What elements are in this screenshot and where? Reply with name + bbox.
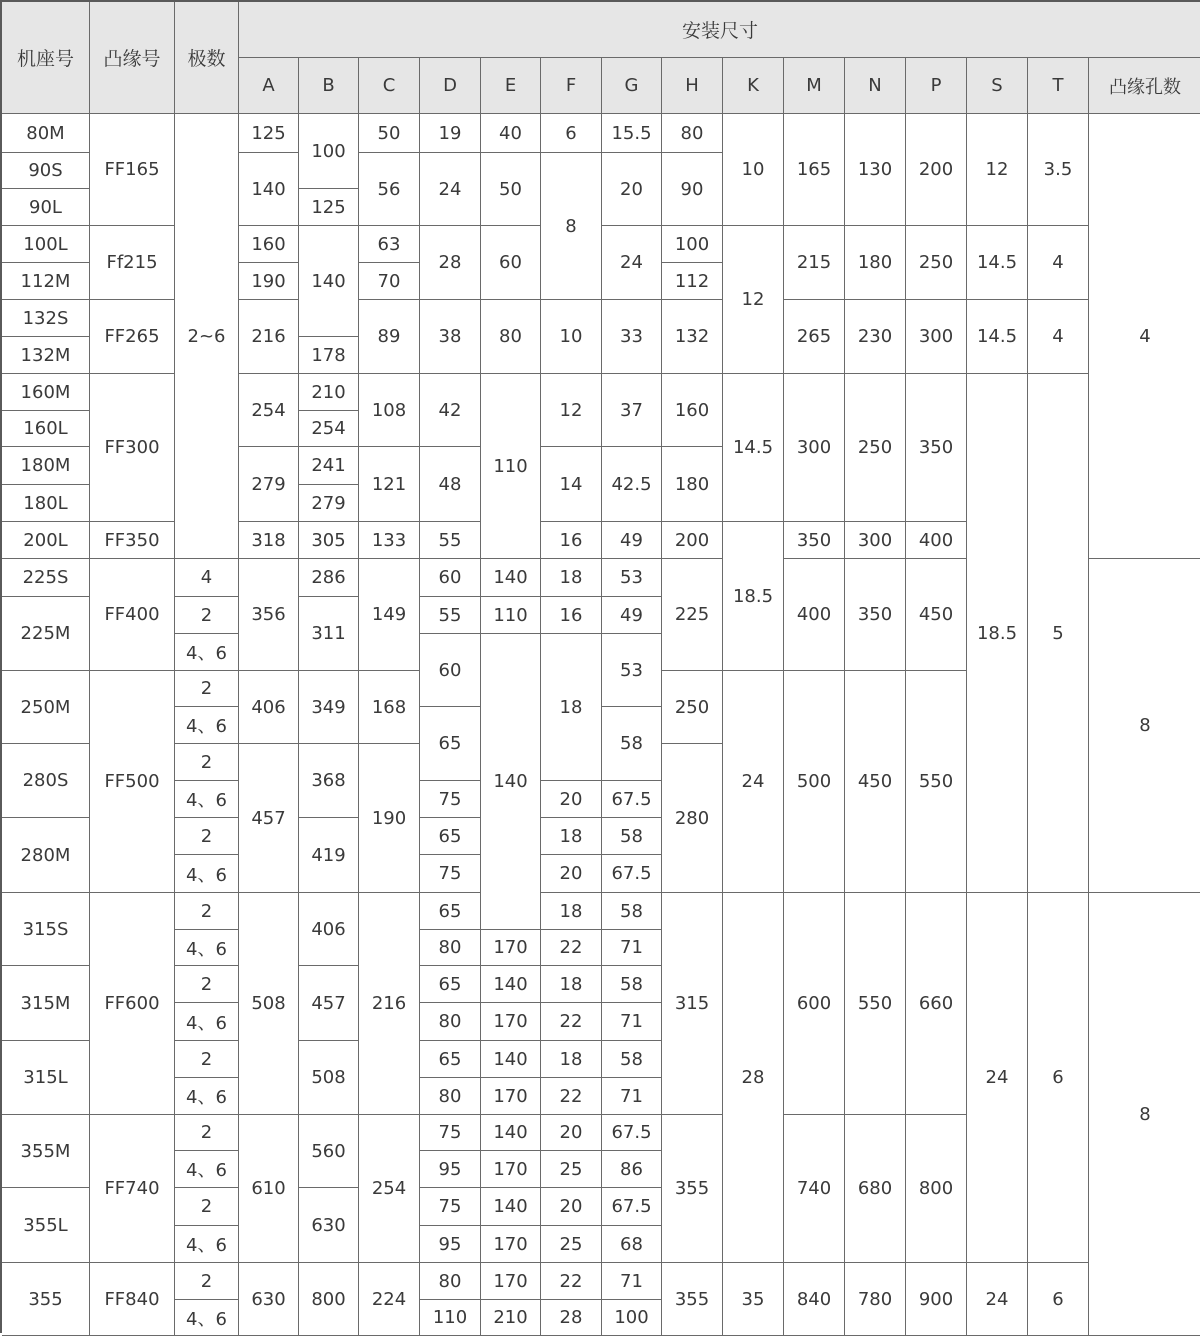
cell-flange: FF265 — [90, 300, 175, 374]
cell-H: 80 — [662, 114, 723, 153]
header-flange: 凸缘号 — [90, 2, 175, 114]
cell-G: 49 — [602, 597, 662, 634]
cell-H: 280 — [662, 744, 723, 893]
cell-E: 110 — [481, 374, 541, 559]
cell-F: 14 — [541, 447, 602, 522]
cell-B: 305 — [299, 522, 359, 559]
cell-E: 40 — [481, 114, 541, 153]
cell-C: 56 — [359, 153, 420, 226]
cell-poles: 2 — [175, 671, 239, 707]
cell-G: 58 — [602, 966, 662, 1003]
cell-P: 550 — [906, 671, 967, 893]
header-F: F — [541, 58, 602, 114]
cell-M: 740 — [784, 1115, 845, 1263]
cell-B: 630 — [299, 1188, 359, 1263]
cell-poles: 4、6 — [175, 1151, 239, 1188]
cell-C: 89 — [359, 300, 420, 374]
cell-frame: 355L — [2, 1188, 90, 1263]
cell-B: 286 — [299, 559, 359, 597]
cell-F: 16 — [541, 597, 602, 634]
cell-B: 100 — [299, 114, 359, 189]
header-N: N — [845, 58, 906, 114]
header-frame: 机座号 — [2, 2, 90, 114]
cell-E: 50 — [481, 153, 541, 226]
cell-D: 95 — [420, 1151, 481, 1188]
cell-poles: 4、6 — [175, 1003, 239, 1041]
cell-K: 24 — [723, 671, 784, 893]
cell-B: 560 — [299, 1115, 359, 1188]
cell-P: 300 — [906, 300, 967, 374]
cell-P: 200 — [906, 114, 967, 226]
cell-N: 550 — [845, 893, 906, 1115]
header-D: D — [420, 58, 481, 114]
cell-B: 457 — [299, 966, 359, 1041]
cell-poles: 2 — [175, 893, 239, 930]
cell-N: 180 — [845, 226, 906, 300]
cell-B: 254 — [299, 411, 359, 447]
cell-N: 230 — [845, 300, 906, 374]
cell-E: 170 — [481, 1226, 541, 1263]
cell-frame: 315L — [2, 1041, 90, 1115]
cell-poles: 4、6 — [175, 1300, 239, 1336]
cell-F: 18 — [541, 966, 602, 1003]
cell-A: 406 — [239, 671, 299, 744]
cell-M: 400 — [784, 559, 845, 671]
cell-G: 37 — [602, 374, 662, 447]
cell-frame: 355M — [2, 1115, 90, 1188]
cell-T: 5 — [1028, 374, 1089, 893]
cell-flange: FF840 — [90, 1263, 175, 1336]
cell-frame: 280S — [2, 744, 90, 818]
cell-poles: 4 — [175, 559, 239, 597]
cell-H: 250 — [662, 671, 723, 744]
cell-H: 132 — [662, 300, 723, 374]
cell-S: 14.5 — [967, 300, 1028, 374]
cell-flange: Ff215 — [90, 226, 175, 300]
cell-K: 14.5 — [723, 374, 784, 522]
cell-F: 10 — [541, 300, 602, 374]
cell-poles: 2~6 — [175, 114, 239, 559]
cell-P: 250 — [906, 226, 967, 300]
cell-A: 216 — [239, 300, 299, 374]
cell-poles: 2 — [175, 597, 239, 634]
cell-E: 170 — [481, 930, 541, 966]
cell-frame: 180L — [2, 485, 90, 522]
cell-C: 149 — [359, 559, 420, 671]
cell-poles: 4、6 — [175, 930, 239, 966]
cell-A: 160 — [239, 226, 299, 263]
cell-D: 65 — [420, 893, 481, 930]
cell-E: 80 — [481, 300, 541, 374]
cell-P: 900 — [906, 1263, 967, 1336]
header-E: E — [481, 58, 541, 114]
cell-D: 65 — [420, 966, 481, 1003]
cell-D: 42 — [420, 374, 481, 447]
cell-frame: 80M — [2, 114, 90, 153]
cell-B: 125 — [299, 189, 359, 226]
cell-H: 355 — [662, 1263, 723, 1336]
cell-poles: 4、6 — [175, 707, 239, 744]
cell-E: 140 — [481, 634, 541, 930]
cell-P: 400 — [906, 522, 967, 559]
cell-B: 279 — [299, 485, 359, 522]
cell-E: 140 — [481, 1115, 541, 1151]
cell-C: 121 — [359, 447, 420, 522]
cell-S: 24 — [967, 1263, 1028, 1336]
header-K: K — [723, 58, 784, 114]
cell-C: 108 — [359, 374, 420, 447]
header-poles: 极数 — [175, 2, 239, 114]
cell-S: 14.5 — [967, 226, 1028, 300]
cell-frame: 132M — [2, 337, 90, 374]
cell-G: 20 — [602, 153, 662, 226]
cell-B: 210 — [299, 374, 359, 411]
cell-G: 42.5 — [602, 447, 662, 522]
cell-D: 80 — [420, 1003, 481, 1041]
cell-G: 86 — [602, 1151, 662, 1188]
cell-P: 450 — [906, 559, 967, 671]
cell-C: 190 — [359, 744, 420, 893]
cell-flange: FF300 — [90, 374, 175, 522]
cell-flange: FF740 — [90, 1115, 175, 1263]
cell-M: 300 — [784, 374, 845, 522]
cell-D: 48 — [420, 447, 481, 522]
cell-D: 38 — [420, 300, 481, 374]
cell-D: 80 — [420, 1078, 481, 1115]
cell-frame: 315S — [2, 893, 90, 966]
cell-frame: 160L — [2, 411, 90, 447]
cell-flange: FF500 — [90, 671, 175, 893]
cell-T: 6 — [1028, 1263, 1089, 1336]
cell-E: 140 — [481, 559, 541, 597]
cell-D: 65 — [420, 818, 481, 855]
cell-C: 63 — [359, 226, 420, 263]
cell-frame: 160M — [2, 374, 90, 411]
cell-C: 254 — [359, 1115, 420, 1263]
cell-G: 67.5 — [602, 1188, 662, 1226]
cell-F: 22 — [541, 1003, 602, 1041]
cell-G: 71 — [602, 1263, 662, 1300]
cell-frame: 225S — [2, 559, 90, 597]
header-B: B — [299, 58, 359, 114]
cell-poles: 2 — [175, 966, 239, 1003]
cell-F: 22 — [541, 1263, 602, 1300]
cell-G: 53 — [602, 559, 662, 597]
cell-G: 67.5 — [602, 855, 662, 893]
cell-D: 55 — [420, 522, 481, 559]
cell-poles: 4、6 — [175, 1078, 239, 1115]
cell-T: 4 — [1028, 300, 1089, 374]
cell-frame: 200L — [2, 522, 90, 559]
cell-T: 6 — [1028, 893, 1089, 1263]
cell-D: 60 — [420, 559, 481, 597]
cell-E: 170 — [481, 1151, 541, 1188]
cell-M: 165 — [784, 114, 845, 226]
cell-frame: 90S — [2, 153, 90, 189]
cell-B: 419 — [299, 818, 359, 893]
cell-D: 95 — [420, 1226, 481, 1263]
cell-D: 55 — [420, 597, 481, 634]
cell-G: 71 — [602, 1003, 662, 1041]
cell-frame: 100L — [2, 226, 90, 263]
cell-C: 133 — [359, 522, 420, 559]
cell-G: 58 — [602, 707, 662, 781]
cell-A: 254 — [239, 374, 299, 447]
cell-D: 65 — [420, 707, 481, 781]
cell-K: 10 — [723, 114, 784, 226]
cell-N: 780 — [845, 1263, 906, 1336]
header-S: S — [967, 58, 1028, 114]
cell-poles: 4、6 — [175, 634, 239, 671]
header-A: A — [239, 58, 299, 114]
cell-B: 349 — [299, 671, 359, 744]
cell-D: 19 — [420, 114, 481, 153]
cell-D: 60 — [420, 634, 481, 707]
cell-D: 24 — [420, 153, 481, 226]
cell-M: 265 — [784, 300, 845, 374]
cell-D: 75 — [420, 1188, 481, 1226]
cell-F: 22 — [541, 1078, 602, 1115]
cell-G: 24 — [602, 226, 662, 300]
cell-H: 160 — [662, 374, 723, 447]
cell-G: 68 — [602, 1226, 662, 1263]
cell-A: 630 — [239, 1263, 299, 1336]
cell-frame: 180M — [2, 447, 90, 485]
cell-H: 315 — [662, 893, 723, 1115]
cell-B: 241 — [299, 447, 359, 485]
cell-F: 18 — [541, 559, 602, 597]
cell-S: 24 — [967, 893, 1028, 1263]
cell-A: 610 — [239, 1115, 299, 1263]
cell-G: 67.5 — [602, 781, 662, 818]
cell-N: 680 — [845, 1115, 906, 1263]
header-title: 安装尺寸 — [239, 2, 1200, 58]
cell-F: 8 — [541, 153, 602, 300]
cell-H: 90 — [662, 153, 723, 226]
cell-N: 300 — [845, 522, 906, 559]
cell-C: 50 — [359, 114, 420, 153]
cell-E: 110 — [481, 597, 541, 634]
cell-G: 71 — [602, 930, 662, 966]
cell-E: 170 — [481, 1003, 541, 1041]
cell-A: 125 — [239, 114, 299, 153]
cell-poles: 2 — [175, 1263, 239, 1300]
cell-D: 80 — [420, 1263, 481, 1300]
cell-frame: 90L — [2, 189, 90, 226]
cell-G: 58 — [602, 818, 662, 855]
cell-D: 75 — [420, 781, 481, 818]
cell-P: 350 — [906, 374, 967, 522]
cell-M: 500 — [784, 671, 845, 893]
cell-K: 35 — [723, 1263, 784, 1336]
cell-frame: 280M — [2, 818, 90, 893]
cell-N: 450 — [845, 671, 906, 893]
cell-poles: 2 — [175, 1188, 239, 1226]
cell-H: 112 — [662, 263, 723, 300]
cell-B: 368 — [299, 744, 359, 818]
cell-F: 25 — [541, 1226, 602, 1263]
cell-F: 28 — [541, 1300, 602, 1336]
header-C: C — [359, 58, 420, 114]
cell-M: 350 — [784, 522, 845, 559]
cell-D: 110 — [420, 1300, 481, 1336]
cell-flange: FF165 — [90, 114, 175, 226]
cell-G: 15.5 — [602, 114, 662, 153]
cell-B: 140 — [299, 226, 359, 337]
cell-A: 457 — [239, 744, 299, 893]
cell-G: 71 — [602, 1078, 662, 1115]
cell-N: 130 — [845, 114, 906, 226]
cell-C: 70 — [359, 263, 420, 300]
cell-F: 20 — [541, 781, 602, 818]
cell-G: 67.5 — [602, 1115, 662, 1151]
cell-S: 18.5 — [967, 374, 1028, 893]
cell-B: 178 — [299, 337, 359, 374]
header-M: M — [784, 58, 845, 114]
cell-C: 168 — [359, 671, 420, 744]
cell-F: 20 — [541, 1188, 602, 1226]
cell-F: 20 — [541, 855, 602, 893]
cell-frame: 355 — [2, 1263, 90, 1336]
cell-S: 12 — [967, 114, 1028, 226]
cell-H: 355 — [662, 1115, 723, 1263]
cell-E: 170 — [481, 1263, 541, 1300]
cell-D: 80 — [420, 930, 481, 966]
cell-F: 18 — [541, 634, 602, 781]
header-H: H — [662, 58, 723, 114]
cell-B: 800 — [299, 1263, 359, 1336]
cell-D: 75 — [420, 855, 481, 893]
cell-K: 18.5 — [723, 522, 784, 671]
cell-holes: 4 — [1089, 114, 1200, 559]
cell-E: 210 — [481, 1300, 541, 1336]
cell-B: 406 — [299, 893, 359, 966]
cell-F: 18 — [541, 1041, 602, 1078]
cell-G: 33 — [602, 300, 662, 374]
cell-flange: FF400 — [90, 559, 175, 671]
cell-T: 4 — [1028, 226, 1089, 300]
cell-D: 65 — [420, 1041, 481, 1078]
cell-E: 140 — [481, 1188, 541, 1226]
cell-F: 20 — [541, 1115, 602, 1151]
cell-frame: 250M — [2, 671, 90, 744]
cell-T: 3.5 — [1028, 114, 1089, 226]
cell-frame: 112M — [2, 263, 90, 300]
cell-G: 49 — [602, 522, 662, 559]
header-P: P — [906, 58, 967, 114]
cell-K: 28 — [723, 893, 784, 1263]
cell-B: 508 — [299, 1041, 359, 1115]
cell-F: 18 — [541, 893, 602, 930]
cell-poles: 4、6 — [175, 1226, 239, 1263]
cell-poles: 4、6 — [175, 855, 239, 893]
header-holes: 凸缘孔数 — [1089, 58, 1200, 114]
cell-E: 140 — [481, 1041, 541, 1078]
cell-poles: 4、6 — [175, 781, 239, 818]
cell-G: 58 — [602, 1041, 662, 1078]
cell-F: 18 — [541, 818, 602, 855]
cell-M: 215 — [784, 226, 845, 300]
cell-frame: 315M — [2, 966, 90, 1041]
cell-M: 600 — [784, 893, 845, 1115]
cell-F: 16 — [541, 522, 602, 559]
cell-M: 840 — [784, 1263, 845, 1336]
cell-frame: 132S — [2, 300, 90, 337]
cell-poles: 2 — [175, 1041, 239, 1078]
cell-P: 800 — [906, 1115, 967, 1263]
cell-E: 140 — [481, 966, 541, 1003]
cell-E: 170 — [481, 1078, 541, 1115]
header-T: T — [1028, 58, 1089, 114]
cell-A: 279 — [239, 447, 299, 522]
cell-H: 225 — [662, 559, 723, 671]
cell-K: 12 — [723, 226, 784, 374]
cell-D: 75 — [420, 1115, 481, 1151]
cell-P: 660 — [906, 893, 967, 1115]
cell-holes: 8 — [1089, 893, 1200, 1336]
cell-A: 508 — [239, 893, 299, 1115]
cell-poles: 2 — [175, 1115, 239, 1151]
cell-poles: 2 — [175, 744, 239, 781]
cell-D: 28 — [420, 226, 481, 300]
cell-F: 25 — [541, 1151, 602, 1188]
header-G: G — [602, 58, 662, 114]
cell-N: 350 — [845, 559, 906, 671]
cell-F: 22 — [541, 930, 602, 966]
cell-F: 6 — [541, 114, 602, 153]
cell-C: 224 — [359, 1263, 420, 1336]
cell-H: 180 — [662, 447, 723, 522]
cell-A: 190 — [239, 263, 299, 300]
cell-holes: 8 — [1089, 559, 1200, 893]
cell-C: 216 — [359, 893, 420, 1115]
cell-H: 100 — [662, 226, 723, 263]
cell-frame: 225M — [2, 597, 90, 671]
cell-E: 60 — [481, 226, 541, 300]
cell-A: 140 — [239, 153, 299, 226]
cell-G: 100 — [602, 1300, 662, 1336]
cell-G: 58 — [602, 893, 662, 930]
cell-B: 311 — [299, 597, 359, 671]
cell-poles: 2 — [175, 818, 239, 855]
cell-G: 53 — [602, 634, 662, 707]
cell-N: 250 — [845, 374, 906, 522]
cell-A: 318 — [239, 522, 299, 559]
cell-H: 200 — [662, 522, 723, 559]
cell-flange: FF600 — [90, 893, 175, 1115]
cell-flange: FF350 — [90, 522, 175, 559]
cell-A: 356 — [239, 559, 299, 671]
cell-F: 12 — [541, 374, 602, 447]
